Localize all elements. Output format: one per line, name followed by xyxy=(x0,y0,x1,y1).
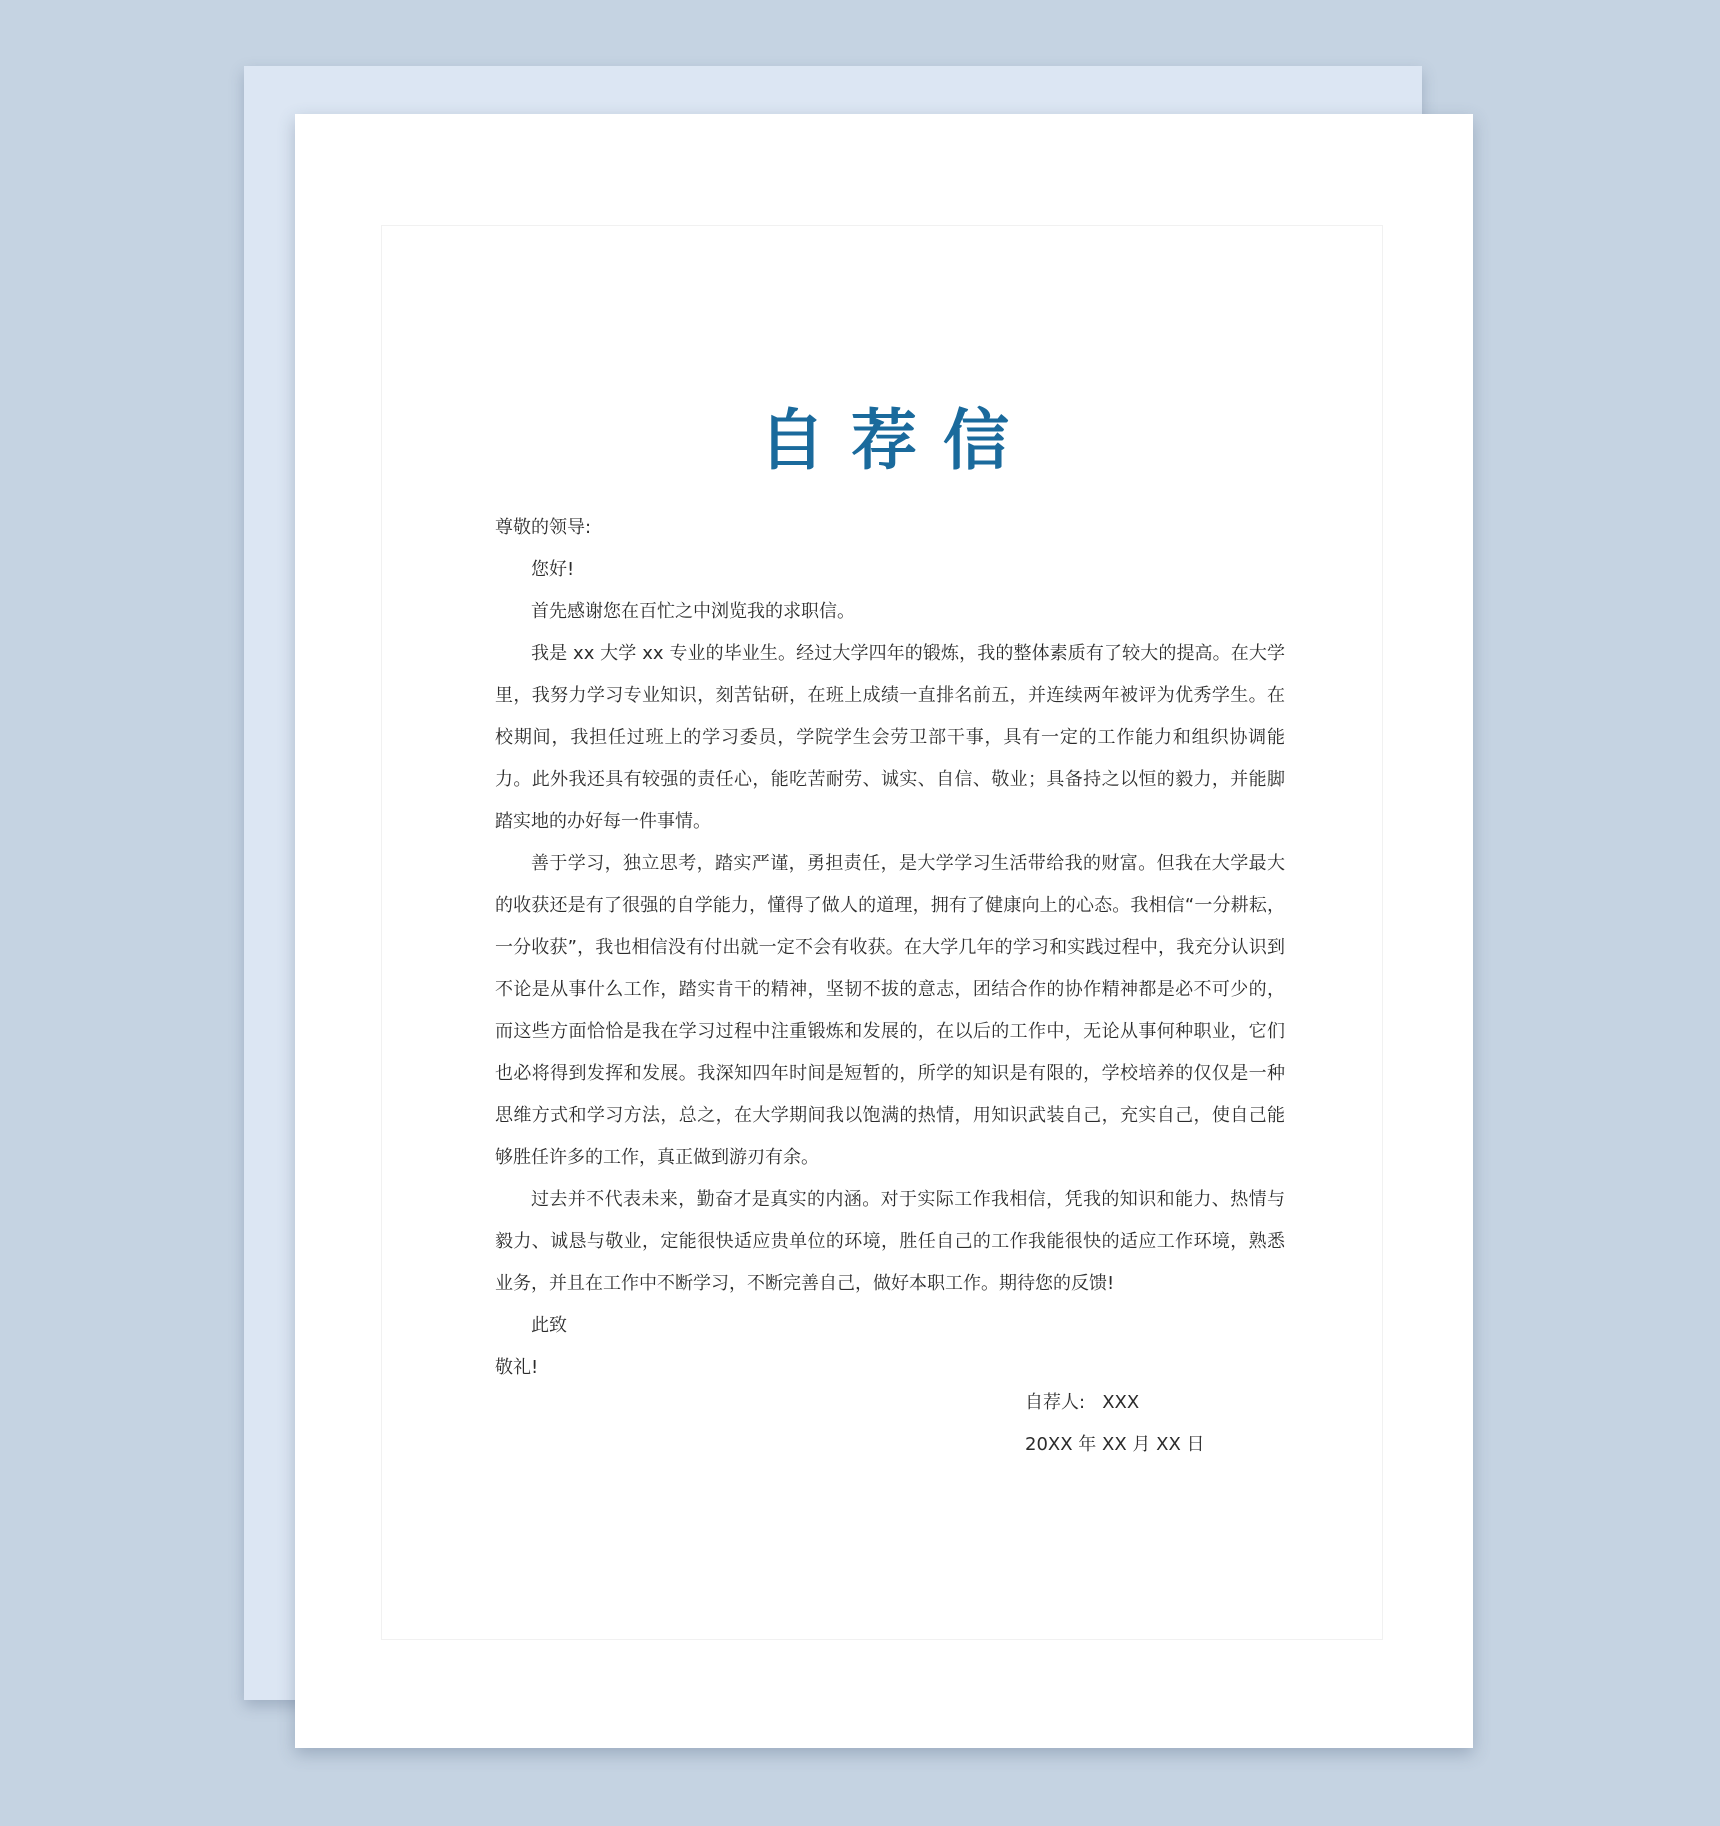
signature-block xyxy=(1025,1382,1205,1466)
salutation: 尊敬的领导: xyxy=(495,517,592,538)
paragraph-qualities: 善于学习，独立思考，踏实严谨，勇担责任，是大学学习生活带给我的财富。但我在大学最大的收获还是有了很强的自学能力，懂得了做人的道理，拥有了健康向上的心态。我相信“一分耕耘，一分收获”，我也相信没有付出就一定不会有收获。在大学几年的学习和实践过程中，我充分认识到不论是从事什么工作，踏实肯干的精神，坚韧不拔的意志，团结合作的协作精神都是必不可少的，而这些方面恰恰是我在学习过程中注重锻炼和发展的，在以后的工作中，无论从事何种职业，它们也必将得到发挥和发展。我深知四年时间是短暂的，所学的知识是有限的，学校培养的仅仅是一种思维方式和学习方法，总之，在大学期间我以饱满的热情，用知识武装自己，充实自己，使自己能够胜任许多的工作，真正做到游刃有余。 xyxy=(495,853,1285,1168)
paragraph-conclusion: 过去并不代表未来，勤奋才是真实的内涵。对于实际工作我相信，凭我的知识和能力、热情与毅力、诚恳与敬业，定能很快适应贵单位的环境，胜任自己的工作我能很快的适应工作环境，熟悉业务，并且在工作中不断学习，不断完善自己，做好本职工作。期待您的反馈! xyxy=(495,1189,1285,1294)
paragraph-background: 我是 xx 大学 xx 专业的毕业生。经过大学四年的锻炼，我的整体素质有了较大的提高。在大学里，我努力学习专业知识，刻苦钻研，在班上成绩一直排名前五，并连续两年被评为优秀学生。在校期间，我担任过班上的学习委员，学院学生会劳卫部干事，具有一定的工作能力和组织协调能力。此外我还具有较强的责任心，能吃苦耐劳、诚实、自信、敬业；具备持之以恒的毅力，并能脚踏实地的办好每一件事情。 xyxy=(495,643,1285,832)
letter-page xyxy=(295,114,1473,1748)
paragraph-intro: 首先感谢您在百忙之中浏览我的求职信。 xyxy=(531,601,855,622)
signature-name: 自荐人: XXX xyxy=(1025,1392,1140,1413)
closing-jingli: 敬礼! xyxy=(495,1357,539,1378)
signature-date: 20XX 年 XX 月 XX 日 xyxy=(1025,1434,1205,1455)
closing-cizhi: 此致 xyxy=(531,1315,567,1336)
letter-title: 自荐信 xyxy=(759,402,1035,480)
greeting: 您好! xyxy=(531,559,575,580)
letter-body xyxy=(495,507,1285,1389)
